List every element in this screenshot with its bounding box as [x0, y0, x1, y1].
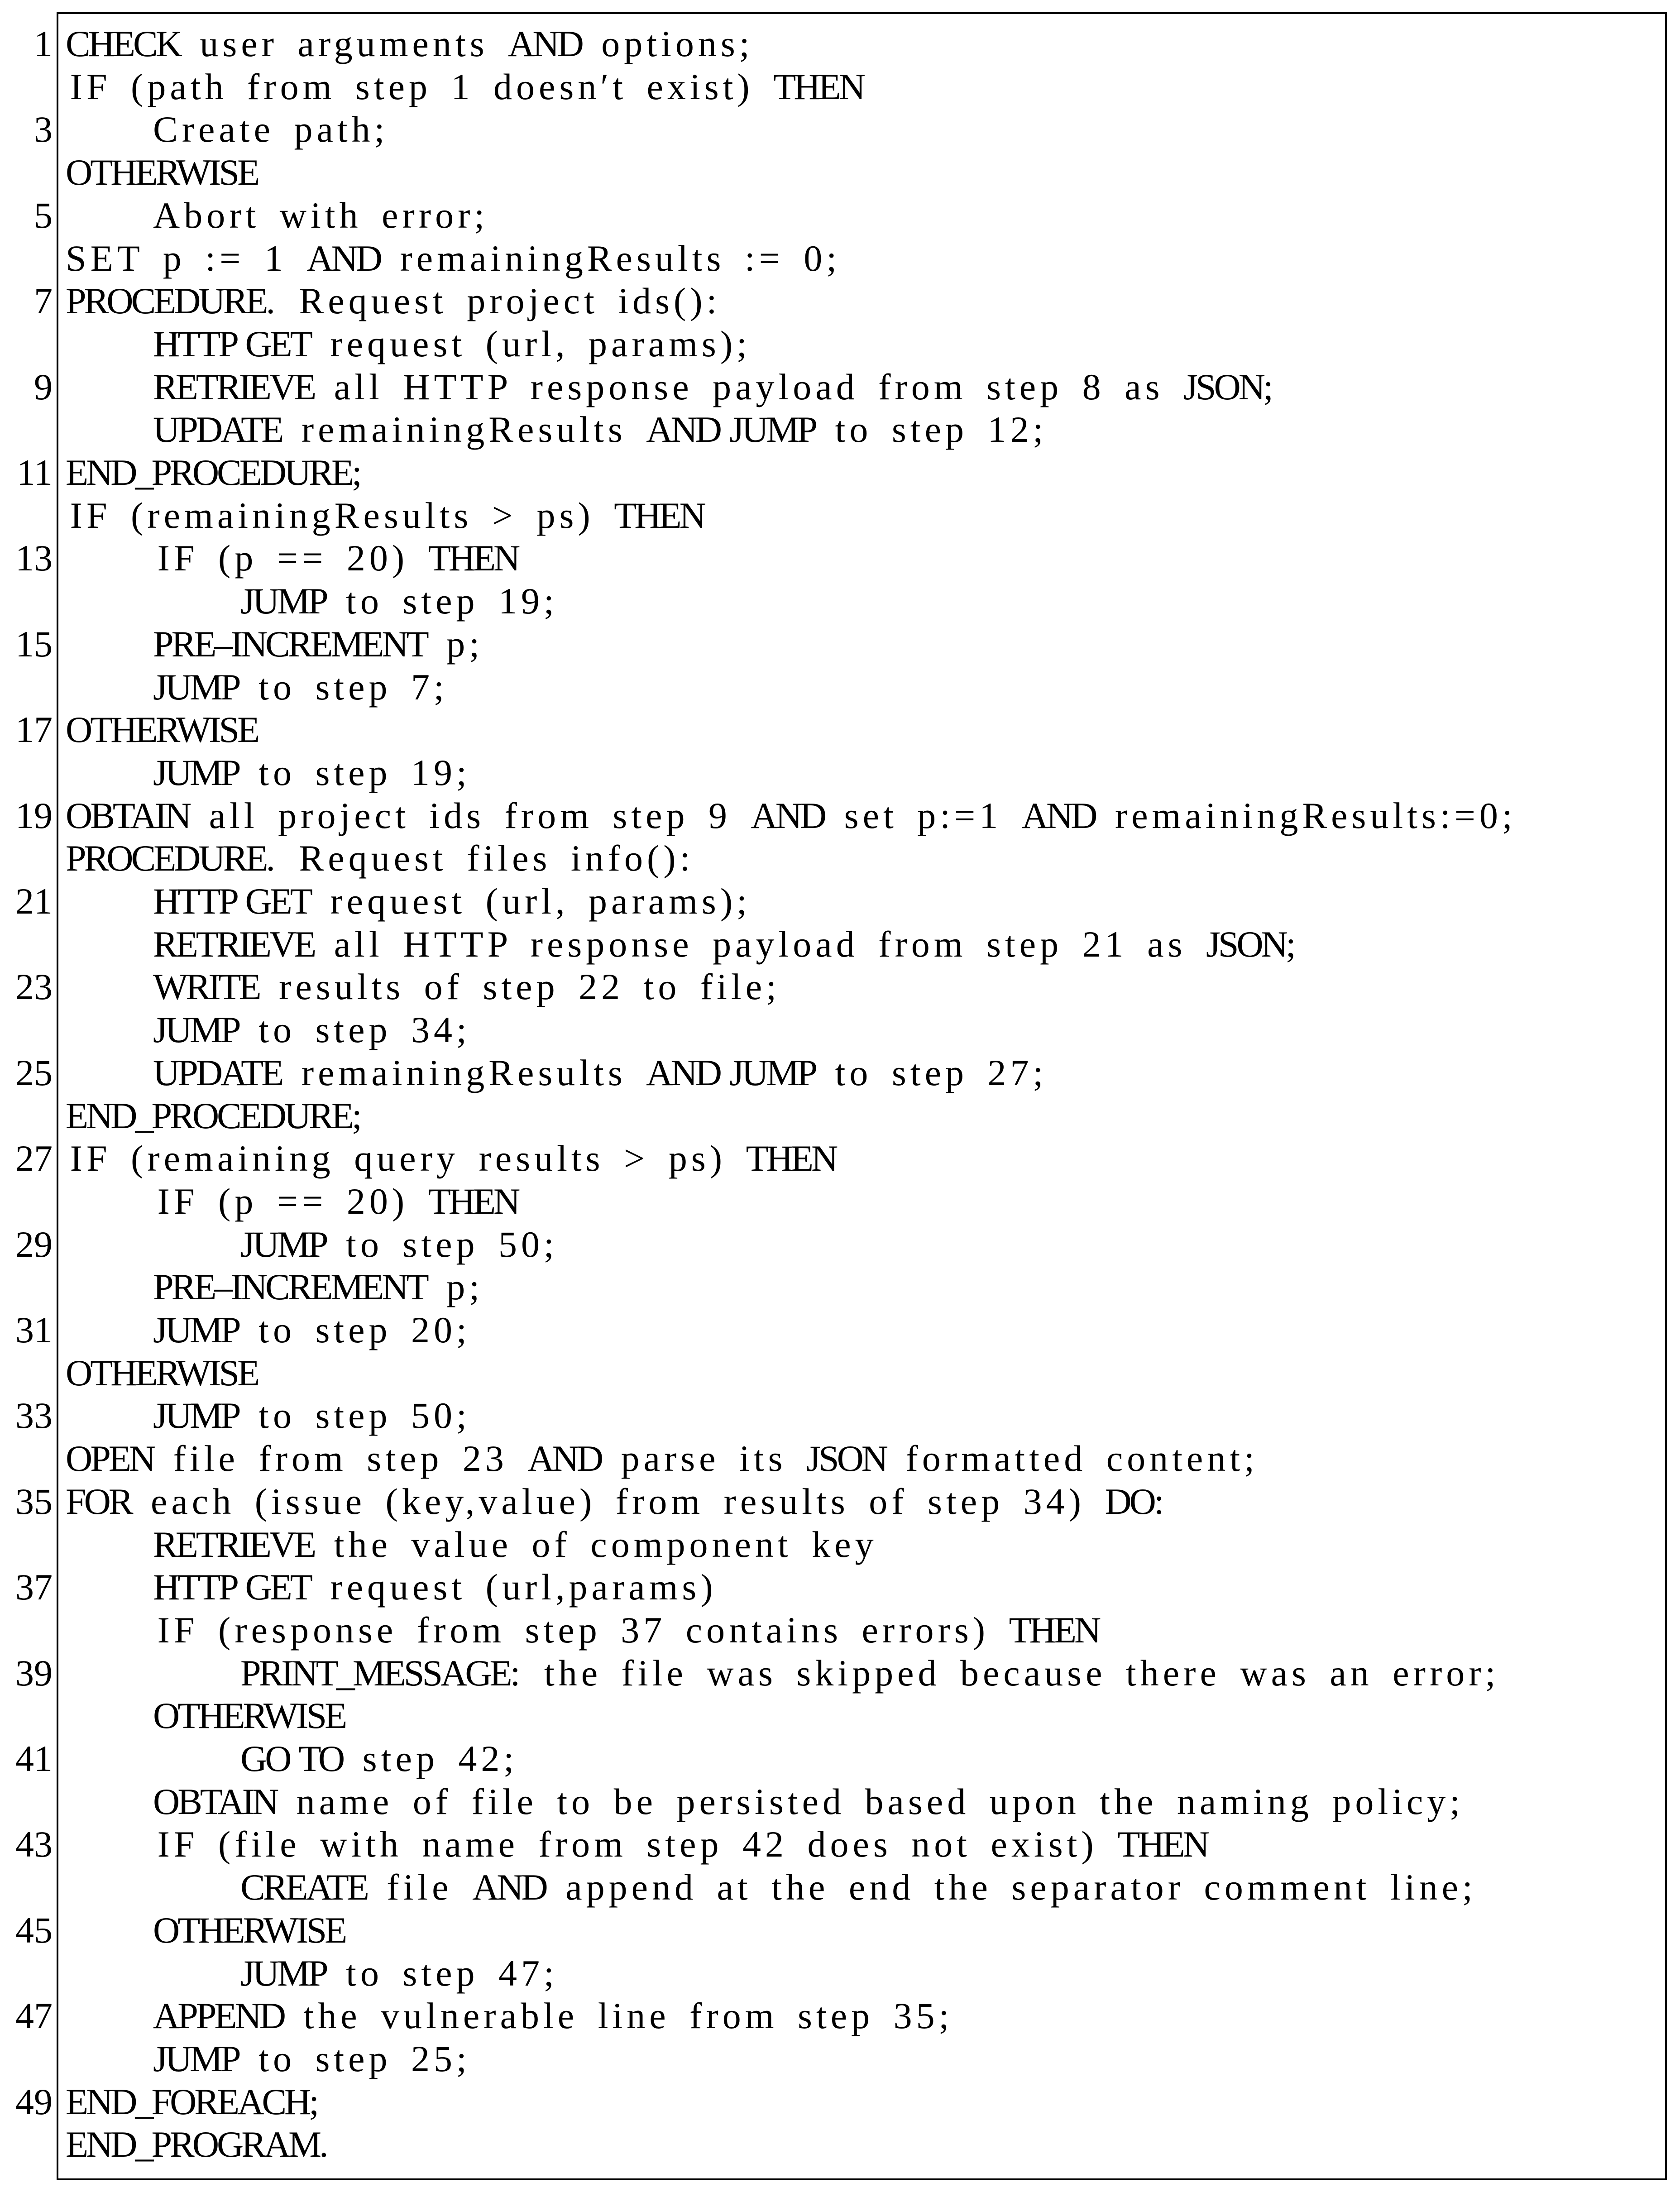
code-line: [15, 536, 1665, 579]
keyword-token: RETRIEVE: [153, 366, 315, 407]
line-number: 35: [15, 1480, 53, 1522]
code-text: [153, 1523, 878, 1566]
keyword-token: AND: [306, 237, 380, 279]
keyword-token: AND: [472, 1867, 546, 1908]
keyword-token: AND: [751, 795, 825, 836]
code-text: [153, 1565, 717, 1608]
keyword-token: CHECK: [66, 23, 180, 64]
keyword-token: OPEN: [66, 1438, 154, 1479]
line-number: 23: [15, 966, 53, 1008]
code-text: [153, 923, 1300, 966]
code-line: [58, 665, 1665, 708]
line-number: 9: [34, 366, 53, 407]
code-text: [153, 365, 1278, 408]
code-line: [58, 1351, 1665, 1394]
code-line: [15, 1994, 1665, 2037]
text-token: all HTTP response payload from step 21 as: [314, 923, 1206, 965]
code-text: [70, 1137, 836, 1180]
text-token: file: [367, 1867, 473, 1908]
keyword-token: OTHERWISE: [66, 1352, 258, 1393]
code-text: [66, 279, 721, 322]
text-token: results of step 22 to file;: [259, 966, 780, 1008]
text-token: ;: [352, 1095, 366, 1136]
text-token: to step 50;: [239, 1395, 471, 1436]
code-text: [240, 1737, 518, 1780]
code-line: [15, 1394, 1665, 1437]
code-line: [58, 1180, 1665, 1223]
keyword-token: UPDATE: [153, 1052, 282, 1093]
keyword-token: HTTP GET: [153, 323, 311, 364]
code-text: [66, 1480, 1168, 1523]
keyword-token: THEN: [1117, 1824, 1207, 1865]
text-token: Create path;: [153, 109, 389, 150]
code-text: [153, 108, 388, 151]
keyword-token: THEN: [773, 66, 863, 107]
code-text: [66, 451, 366, 494]
code-line: [58, 1523, 1665, 1566]
code-line: [15, 1480, 1665, 1523]
text-token: all HTTP response payload from step 8 as: [314, 366, 1183, 407]
keyword-token: OBTAIN: [66, 795, 190, 836]
keyword-token: THEN: [428, 1180, 518, 1222]
text-token: parse its: [601, 1438, 807, 1479]
code-text: [153, 880, 751, 923]
keyword-token: PRE–INCREMENT: [153, 1266, 427, 1308]
keyword-token: CREATE: [240, 1867, 367, 1908]
code-line: [58, 1437, 1665, 1480]
code-text: [158, 1823, 1207, 1866]
text-token: IF (response from step 37 contains errors): [157, 1609, 1009, 1651]
code-text: [153, 194, 488, 237]
code-line: [58, 1866, 1665, 1909]
text-token: to step 50;: [326, 1223, 558, 1265]
text-token: append at the end the separator comment line;: [546, 1867, 1477, 1908]
code-line: [58, 65, 1665, 108]
code-text: [66, 708, 258, 751]
code-line: [58, 1094, 1665, 1137]
code-text: [153, 751, 471, 794]
code-line: [34, 194, 1665, 237]
text-token: formatted content;: [886, 1438, 1259, 1479]
keyword-token: PROCEDURE: [66, 280, 266, 322]
line-number: 41: [15, 1738, 53, 1779]
keyword-token: JUMP: [153, 1009, 239, 1051]
code-line: [58, 151, 1665, 194]
text-token: request (url, params);: [310, 881, 751, 922]
code-text: [153, 1308, 471, 1351]
keyword-token: JUMP: [153, 751, 239, 793]
code-text: [153, 665, 448, 708]
code-line: [58, 1265, 1665, 1308]
keyword-token: OTHERWISE: [153, 1909, 345, 1951]
code-text: [240, 1223, 558, 1266]
keyword-token: END_PROGRAM: [66, 2124, 320, 2165]
keyword-token: HTTP GET: [153, 1566, 311, 1608]
text-token: to step 34;: [239, 1009, 471, 1051]
line-number: 31: [15, 1309, 53, 1350]
pseudocode-listing-frame: [15, 12, 1667, 2180]
keyword-token: END_PROCEDURE: [66, 1095, 352, 1136]
line-number: 39: [15, 1652, 53, 1694]
code-text: [66, 1094, 366, 1137]
code-line: [58, 923, 1665, 966]
code-line: [58, 1952, 1665, 1995]
text-token: remainingResults:=0;: [1095, 795, 1517, 836]
code-text: [153, 1394, 471, 1437]
line-number: 19: [15, 795, 53, 836]
keyword-token: AND: [1021, 795, 1096, 836]
line-number: 27: [15, 1138, 53, 1179]
line-number: 33: [15, 1395, 53, 1436]
text-token: name of file to be persisted based upon the naming policy;: [277, 1781, 1465, 1822]
text-token: to step 12;: [815, 409, 1048, 450]
line-number: 7: [34, 280, 53, 322]
text-token: request (url, params);: [310, 323, 751, 364]
line-number: 5: [34, 194, 53, 236]
code-text: [66, 1351, 258, 1394]
text-token: IF (path from step 1 doesn′t exist): [70, 66, 774, 107]
keyword-token: JUMP: [153, 1395, 239, 1436]
code-text: [240, 579, 558, 622]
text-token: SET p := 1: [66, 237, 307, 279]
code-line: [58, 494, 1665, 537]
text-token: request (url,params): [310, 1566, 717, 1608]
code-line: [58, 751, 1665, 794]
line-number: 37: [15, 1566, 53, 1608]
code-line: [15, 1308, 1665, 1351]
text-token: .: [319, 2124, 333, 2165]
text-token: step 42;: [343, 1738, 518, 1779]
text-token: to step 19;: [326, 580, 558, 622]
code-text: [153, 1051, 1047, 1094]
code-line: [58, 2123, 1665, 2166]
code-text: [70, 494, 704, 537]
keyword-token: APPEND: [153, 1995, 284, 2037]
keyword-token: JSON: [1206, 923, 1286, 965]
text-token: remainingResults := 0;: [380, 237, 841, 279]
text-token: p;: [426, 1266, 483, 1308]
code-text: [240, 1952, 558, 1995]
code-text: [153, 1994, 953, 2037]
keyword-token: OBTAIN: [153, 1781, 277, 1822]
code-text: [66, 837, 694, 880]
keyword-token: PRINT_MESSAGE: [240, 1652, 510, 1694]
keyword-token: END_PROCEDURE: [66, 452, 352, 493]
code-line: [58, 237, 1665, 280]
keyword-token: THEN: [428, 537, 518, 579]
text-token: file from step 23: [153, 1438, 528, 1479]
keyword-token: JUMP: [153, 2038, 239, 2079]
keyword-token: OTHERWISE: [66, 709, 258, 751]
text-token: to step 20;: [239, 1309, 471, 1350]
code-line: [58, 322, 1665, 365]
code-text: [158, 1608, 1099, 1651]
keyword-token: HTTP GET: [153, 881, 311, 922]
line-number: 17: [15, 709, 53, 751]
code-text: [66, 151, 258, 194]
text-token: set p:=1: [824, 795, 1022, 836]
keyword-token: OTHERWISE: [153, 1695, 345, 1737]
code-line: [58, 837, 1665, 880]
code-text: [66, 794, 1517, 837]
keyword-token: GO TO: [240, 1738, 343, 1779]
line-number: 43: [15, 1824, 53, 1865]
keyword-token: THEN: [1009, 1609, 1099, 1651]
code-line: [17, 451, 1665, 494]
keyword-token: AND JUMP: [646, 409, 816, 450]
code-line: [15, 880, 1665, 923]
code-text: [158, 1180, 518, 1223]
code-line: [15, 1651, 1665, 1694]
line-number: 45: [15, 1909, 53, 1951]
code-line: [15, 1051, 1665, 1094]
text-token: to step 27;: [815, 1052, 1048, 1093]
text-token: the value of component key: [314, 1523, 878, 1565]
line-number: 21: [15, 881, 53, 922]
keyword-token: JUMP: [240, 580, 326, 622]
text-token: options;: [581, 23, 754, 64]
keyword-token: THEN: [746, 1138, 836, 1179]
keyword-token: JUMP: [240, 1952, 326, 1994]
keyword-token: AND: [508, 23, 582, 64]
code-text: [153, 1265, 483, 1308]
line-number: 47: [15, 1995, 53, 2037]
code-text: [153, 1008, 471, 1051]
text-token: remainingResults: [282, 1052, 646, 1093]
keyword-token: JUMP: [240, 1223, 326, 1265]
code-line: [15, 1737, 1665, 1780]
line-number: 29: [15, 1223, 53, 1265]
keyword-token: PROCEDURE: [66, 838, 266, 879]
keyword-token: JUMP: [153, 1309, 239, 1350]
text-token: to step 25;: [239, 2038, 471, 2079]
code-text: [153, 2037, 471, 2080]
line-number: 15: [15, 623, 53, 665]
code-text: [153, 622, 483, 665]
code-text: [153, 1694, 345, 1737]
line-number: 3: [34, 109, 53, 150]
text-token: p;: [426, 623, 483, 665]
text-token: IF (remainingResults > ps): [70, 494, 614, 536]
code-line: [15, 1137, 1665, 1180]
keyword-token: OTHERWISE: [66, 152, 258, 193]
code-line: [34, 279, 1665, 322]
code-text: [66, 22, 754, 65]
keyword-token: RETRIEVE: [153, 1523, 315, 1565]
text-token: to step 47;: [326, 1952, 558, 1994]
text-token: :: [1154, 1480, 1168, 1522]
code-line: [15, 1909, 1665, 1952]
code-line: [58, 2037, 1665, 2080]
text-token: IF (remaining query results > ps): [70, 1138, 746, 1179]
keyword-token: UPDATE: [153, 409, 282, 450]
code-text: [158, 536, 518, 579]
text-token: Abort with error;: [153, 194, 489, 236]
code-line: [15, 1223, 1665, 1266]
keyword-token: DO: [1105, 1480, 1154, 1522]
code-line: [34, 22, 1665, 65]
code-line: [58, 1608, 1665, 1651]
keyword-token: JSON: [1183, 366, 1263, 407]
code-text: [153, 408, 1047, 451]
code-text: [66, 2080, 323, 2123]
code-line: [15, 965, 1665, 1008]
code-text: [66, 2123, 333, 2166]
text-token: ;: [1263, 366, 1278, 407]
line-number: 11: [17, 452, 53, 493]
code-line: [15, 794, 1665, 837]
code-line: [34, 108, 1665, 151]
line-number: 1: [34, 23, 53, 64]
keyword-token: JUMP: [153, 666, 239, 708]
code-text: [240, 1866, 1477, 1909]
text-token: remainingResults: [282, 409, 646, 450]
text-token: all project ids from step 9: [189, 795, 751, 836]
code-line: [15, 708, 1665, 751]
code-text: [66, 1437, 1259, 1480]
text-token: each (issue (key,value) from results of step 34): [131, 1480, 1105, 1522]
code-text: [66, 237, 841, 280]
code-line: [58, 579, 1665, 622]
code-line: [58, 1008, 1665, 1051]
text-token: IF (p == 20): [157, 537, 428, 579]
code-line: [15, 622, 1665, 665]
text-token: to step 7;: [239, 666, 448, 708]
text-token: to step 19;: [239, 751, 471, 793]
keyword-token: JSON: [806, 1438, 886, 1479]
text-token: IF (file with name from step 42 does not exist): [157, 1824, 1118, 1865]
keyword-token: FOR: [66, 1480, 131, 1522]
keyword-token: AND JUMP: [646, 1052, 816, 1093]
keyword-token: AND: [527, 1438, 602, 1479]
text-token: user arguments: [180, 23, 508, 64]
text-token: . Request files info():: [266, 838, 694, 879]
text-token: ;: [352, 452, 366, 493]
code-line: [58, 408, 1665, 451]
keyword-token: END_FOREACH: [66, 2081, 309, 2122]
code-line: [15, 1823, 1665, 1866]
code-line: [15, 1565, 1665, 1608]
text-token: ;: [1285, 923, 1300, 965]
text-token: : the file was skipped because there was an error;: [510, 1652, 1500, 1694]
code-line: [58, 1694, 1665, 1737]
code-text: [153, 1909, 345, 1952]
keyword-token: PRE–INCREMENT: [153, 623, 427, 665]
line-number: 25: [15, 1052, 53, 1093]
line-number: 13: [15, 537, 53, 579]
text-token: IF (p == 20): [157, 1180, 428, 1222]
keyword-token: THEN: [614, 494, 704, 536]
text-token: the vulnerable line from step 35;: [283, 1995, 953, 2037]
keyword-token: RETRIEVE: [153, 923, 315, 965]
code-line: [34, 365, 1665, 408]
code-text: [240, 1651, 1499, 1694]
code-text: [153, 965, 780, 1008]
code-text: [153, 1780, 1464, 1823]
code-text: [70, 65, 863, 108]
code-text: [153, 322, 751, 365]
code-line: [58, 1780, 1665, 1823]
line-number: 49: [15, 2081, 53, 2122]
code-line: [15, 2080, 1665, 2123]
keyword-token: WRITE: [153, 966, 259, 1008]
text-token: . Request project ids():: [266, 280, 721, 322]
text-token: ;: [309, 2081, 324, 2122]
